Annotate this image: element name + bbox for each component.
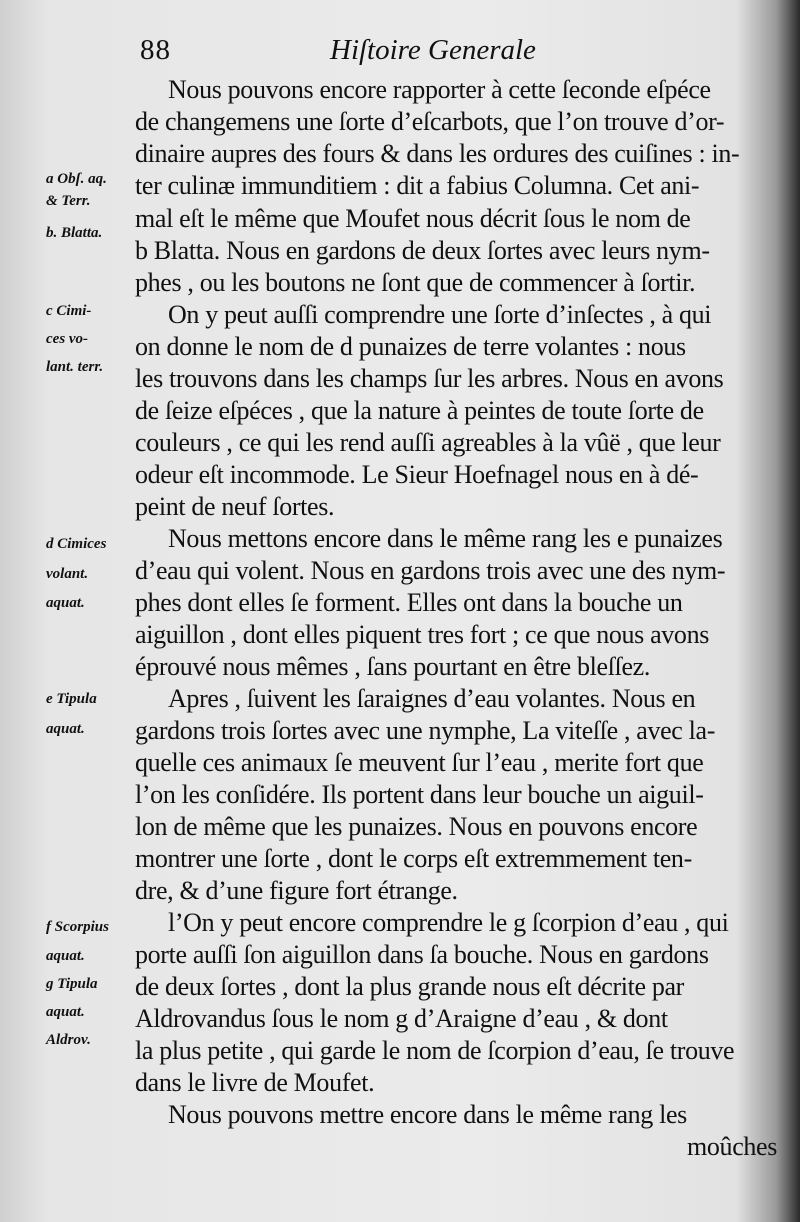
margin-note: d Cimices (46, 536, 107, 552)
text-line: porte auſſi ſon aiguillon dans ſa bouche. Nous en gardons (135, 940, 709, 969)
text-line: les trouvons dans les champs ſur les arbres. Nous en avons (135, 364, 724, 393)
margin-note: lant. terr. (46, 359, 104, 375)
text-line: phes , ou les boutons ne ſont que de commencer à ſortir. (135, 268, 696, 297)
text-line: quelle ces animaux ſe meuvent ſur l’eau , merite fort que (135, 748, 704, 777)
text-line: de deux ſortes , dont la plus grande nous eſt décrite par (135, 972, 684, 1001)
margin-note: aquat. (46, 595, 85, 611)
margin-note: f Scorpius (46, 919, 109, 935)
text-line: dans le livre de Moufet. (135, 1068, 375, 1097)
text-line: lon de même que les punaizes. Nous en pouvons encore (135, 812, 698, 841)
margin-note: aquat. (46, 948, 85, 964)
margin-note: Aldrov. (46, 1032, 91, 1048)
margin-note: & Terr. (46, 193, 91, 209)
margin-note: aquat. (46, 1004, 85, 1020)
margin-note: c Cimi- (46, 303, 92, 319)
margin-note: g Tipula (46, 976, 98, 992)
text-line: Apres , ſuivent les ſaraignes d’eau volantes. Nous en (168, 684, 696, 713)
text-line: on donne le nom de d punaizes de terre volantes : nous (135, 332, 686, 361)
text-line: montrer une ſorte , dont le corps eſt extremmement ten- (135, 844, 692, 873)
margin-note: b. Blatta. (46, 225, 103, 241)
text-line: éprouvé nous mêmes , ſans pourtant en être bleſſez. (135, 652, 650, 681)
text-line: de ſeize eſpéces , que la nature à peintes de toute ſorte de (135, 396, 704, 425)
text-line: gardons trois ſortes avec une nymphe, La viteſſe , avec la- (135, 716, 716, 745)
text-line: la plus petite , qui garde le nom de ſcorpion d’eau, ſe trouve (135, 1036, 735, 1065)
text-line: Nous pouvons mettre encore dans le même rang les (168, 1100, 687, 1129)
margin-note: volant. (46, 566, 89, 582)
text-line: de changemens une ſorte d’eſcarbots, que l’on trouve d’or- (135, 107, 725, 136)
page-header (0, 34, 800, 74)
text-line: d’eau qui volent. Nous en gardons trois avec une des nym- (135, 556, 726, 585)
text-line: couleurs , ce qui les rend auſſi agreables à la vûë , que leur (135, 428, 721, 457)
margin-note: a Obſ. aq. (46, 171, 107, 187)
text-line: dinaire aupres des fours & dans les ordures des cuiſines : in- (135, 139, 740, 168)
text-line: aiguillon , dont elles piquent tres fort ; ce que nous avons (135, 620, 709, 649)
text-line: mal eſt le même que Moufet nous décrit ſous le nom de (135, 204, 691, 233)
text-line: dre, & d’une figure fort étrange. (135, 876, 458, 905)
text-line: On y peut auſſi comprendre une ſorte d’inſectes , à qui (168, 300, 712, 329)
text-line: phes dont elles ſe forment. Elles ont dans la bouche un (135, 588, 683, 617)
text-line: Aldrovandus ſous le nom g d’Araigne d’eau , & dont (135, 1004, 668, 1033)
text-line: odeur eſt incommode. Le Sieur Hoefnagel nous en à dé- (135, 460, 699, 489)
text-line: Nous pouvons encore rapporter à cette ſeconde eſpéce (168, 75, 711, 104)
text-line: peint de neuf ſortes. (135, 492, 335, 521)
margin-note: e Tipula (46, 691, 97, 707)
margin-note: aquat. (46, 721, 85, 737)
page-number: 88 (140, 34, 171, 66)
text-line: l’On y peut encore comprendre le g ſcorpion d’eau , qui (168, 908, 729, 937)
catchword: moûches (687, 1132, 777, 1161)
running-title: Hiſtoire Generale (330, 34, 536, 66)
text-line: b Blatta. Nous en gardons de deux ſortes avec leurs nym- (135, 236, 710, 265)
text-line: ter culinæ immunditiem : dit a fabius Columna. Cet ani- (135, 171, 700, 200)
text-line: Nous mettons encore dans le même rang les e punaizes (168, 524, 723, 553)
margin-note: ces vo- (46, 331, 89, 347)
text-line: l’on les conſidére. Ils portent dans leur bouche un aiguil- (135, 780, 704, 809)
